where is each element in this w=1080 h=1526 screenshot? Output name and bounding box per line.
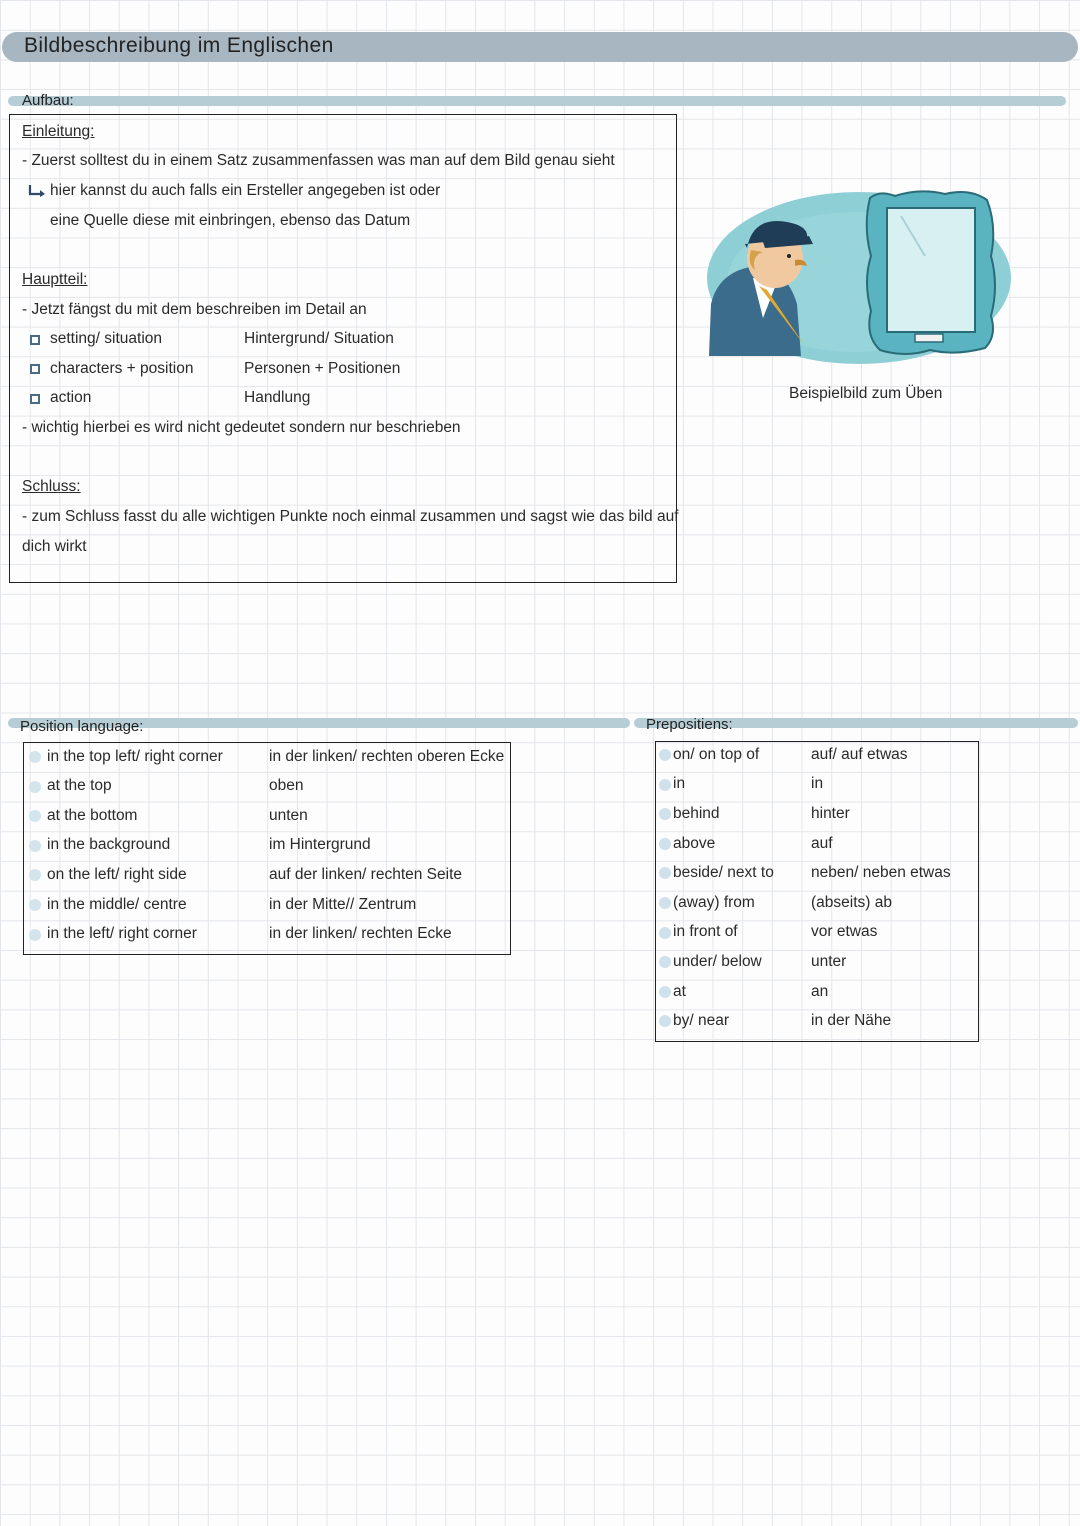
hauptteil-item-de: Hintergrund/ Situation: [244, 330, 394, 347]
preposition-en: behind: [673, 805, 720, 822]
position-en: at the top: [47, 777, 112, 794]
square-bullet-icon: [30, 335, 40, 345]
circle-bullet-icon: [29, 869, 41, 881]
position-de: oben: [269, 777, 304, 794]
position-en: on the left/ right side: [47, 866, 187, 883]
preposition-de: (abseits) ab: [811, 894, 892, 911]
position-label: Position language:: [20, 718, 144, 735]
hauptteil-intro: - Jetzt fängst du mit dem beschreiben im Detail an: [22, 301, 367, 318]
preposition-de: an: [811, 983, 829, 1000]
hauptteil-item-en: setting/ situation: [50, 330, 163, 347]
preposition-en: under/ below: [673, 953, 762, 970]
hauptteil-item-en: characters + position: [50, 360, 194, 377]
preposition-en: on/ on top of: [673, 746, 760, 763]
position-de: im Hintergrund: [269, 836, 371, 853]
circle-bullet-icon: [29, 781, 41, 793]
schluss-line: dich wirkt: [22, 538, 87, 555]
hauptteil-item-de: Handlung: [244, 389, 311, 406]
circle-bullet-icon: [659, 986, 671, 998]
page-title: Bildbeschreibung im Englischen: [24, 34, 334, 57]
circle-bullet-icon: [659, 897, 671, 909]
circle-bullet-icon: [29, 899, 41, 911]
position-de: unten: [269, 807, 308, 824]
circle-bullet-icon: [29, 929, 41, 941]
circle-bullet-icon: [659, 956, 671, 968]
position-de: in der linken/ rechten oberen Ecke: [269, 748, 505, 765]
hauptteil-note: - wichtig hierbei es wird nicht gedeutet sondern nur beschrieben: [22, 419, 461, 436]
circle-bullet-icon: [659, 927, 671, 939]
position-de: in der linken/ rechten Ecke: [269, 925, 452, 942]
circle-bullet-icon: [659, 749, 671, 761]
position-en: at the bottom: [47, 807, 138, 824]
schluss-line: - zum Schluss fasst du alle wichtigen Punkte noch einmal zusammen und sagst wie das bild auf: [22, 508, 679, 525]
preposition-en: by/ near: [673, 1012, 730, 1029]
einleitung-line: eine Quelle diese mit einbringen, ebenso das Datum: [50, 212, 411, 229]
prepositions-label: Prepositiens:: [646, 716, 733, 733]
schluss-heading: Schluss:: [22, 478, 81, 495]
aufbau-highlight: [8, 96, 1066, 106]
circle-bullet-icon: [29, 751, 41, 763]
position-en: in the top left/ right corner: [47, 748, 223, 765]
einleitung-line: hier kannst du auch falls ein Ersteller angegeben ist oder: [50, 182, 441, 199]
circle-bullet-icon: [659, 779, 671, 791]
preposition-de: neben/ neben etwas: [811, 864, 951, 881]
preposition-de: in der Nähe: [811, 1012, 892, 1029]
circle-bullet-icon: [29, 840, 41, 852]
preposition-en: in: [673, 775, 686, 792]
image-caption: Beispielbild zum Üben: [789, 385, 943, 402]
hauptteil-item-en: action: [50, 389, 92, 406]
arrow-right-icon: [28, 184, 48, 198]
aufbau-label: Aufbau:: [22, 92, 74, 109]
circle-bullet-icon: [659, 867, 671, 879]
preposition-en: above: [673, 835, 716, 852]
hauptteil-heading: Hauptteil:: [22, 271, 88, 288]
circle-bullet-icon: [659, 808, 671, 820]
einleitung-line: - Zuerst solltest du in einem Satz zusammenfassen was man auf dem Bild genau sieht: [22, 152, 615, 169]
preposition-de: unter: [811, 953, 847, 970]
preposition-en: at: [673, 983, 686, 1000]
einleitung-heading: Einleitung:: [22, 123, 95, 140]
position-de: auf der linken/ rechten Seite: [269, 866, 463, 883]
preposition-en: beside/ next to: [673, 864, 774, 881]
preposition-de: in: [811, 775, 824, 792]
position-en: in the background: [47, 836, 171, 853]
square-bullet-icon: [30, 394, 40, 404]
hauptteil-item-de: Personen + Positionen: [244, 360, 401, 377]
preposition-de: hinter: [811, 805, 850, 822]
circle-bullet-icon: [659, 838, 671, 850]
preposition-en: in front of: [673, 923, 738, 940]
square-bullet-icon: [30, 364, 40, 374]
position-de: in der Mitte// Zentrum: [269, 896, 417, 913]
position-en: in the middle/ centre: [47, 896, 187, 913]
circle-bullet-icon: [29, 810, 41, 822]
example-illustration: [705, 186, 1015, 368]
circle-bullet-icon: [659, 1015, 671, 1027]
preposition-de: auf: [811, 835, 833, 852]
preposition-de: vor etwas: [811, 923, 878, 940]
preposition-de: auf/ auf etwas: [811, 746, 908, 763]
position-en: in the left/ right corner: [47, 925, 197, 942]
preposition-en: (away) from: [673, 894, 755, 911]
